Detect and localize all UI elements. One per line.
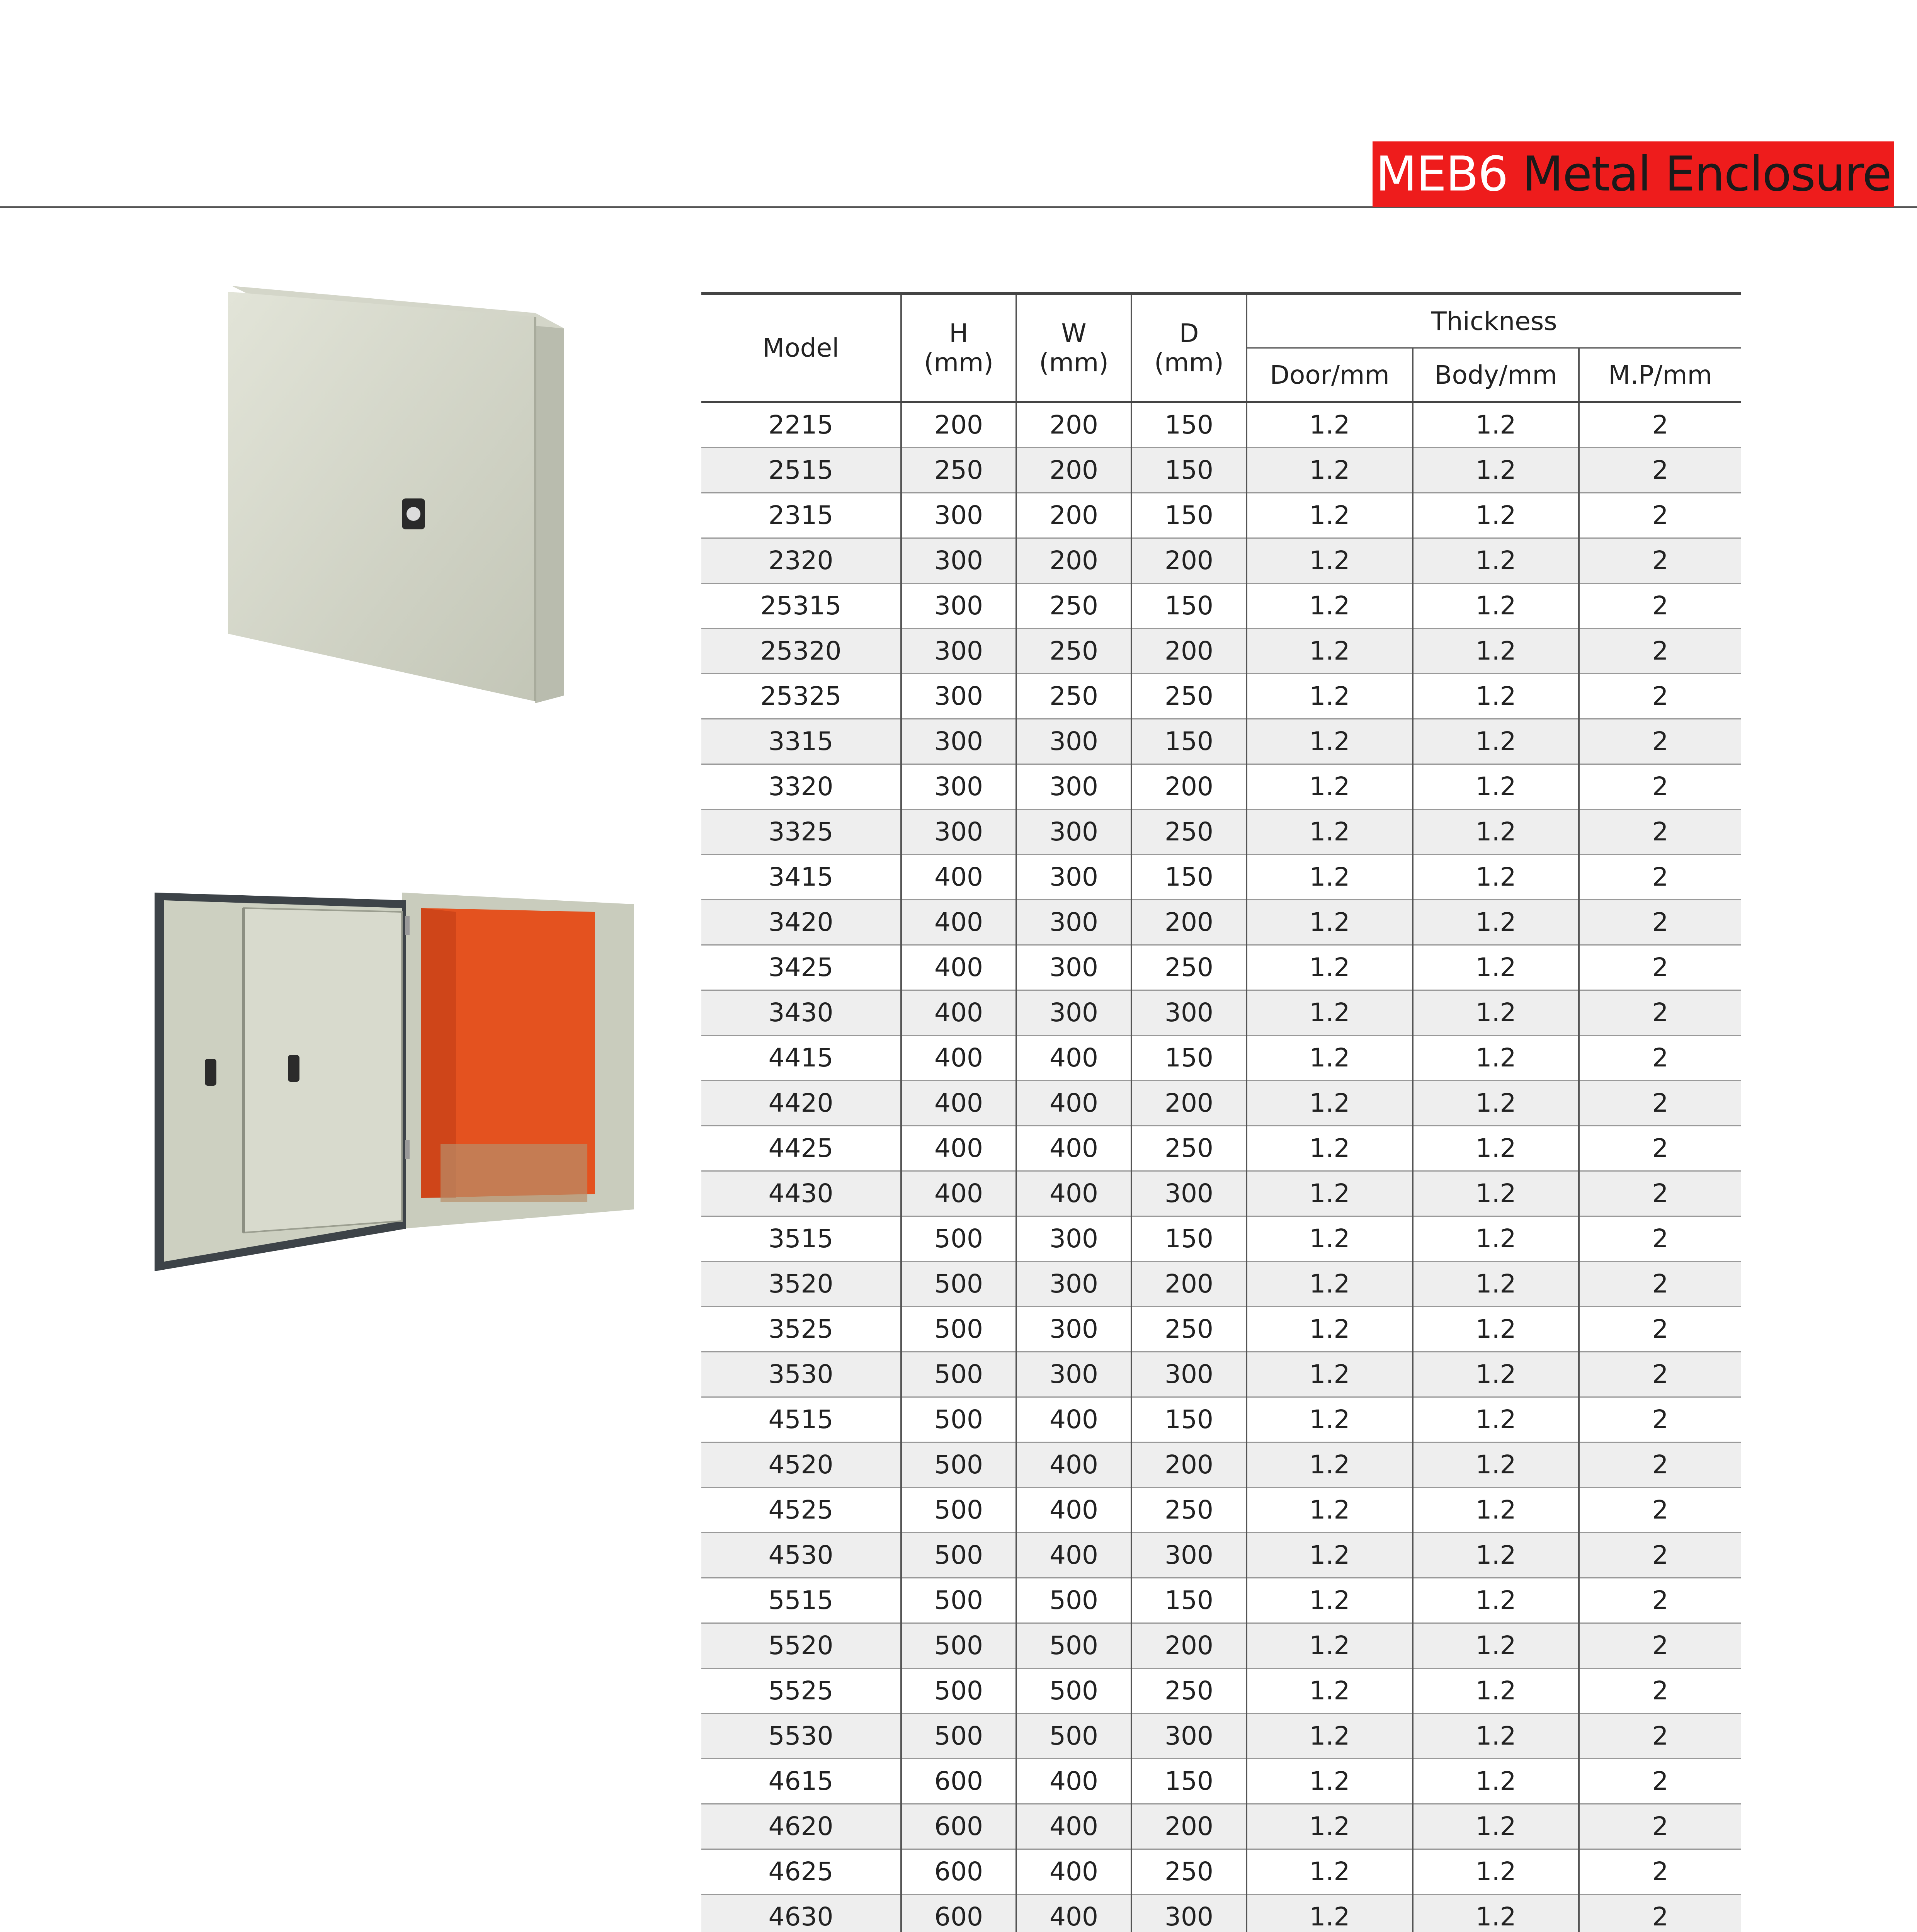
cell-mp: 2 [1579,1849,1741,1895]
cell-mp: 2 [1579,900,1741,945]
cell-door: 1.2 [1247,1081,1413,1126]
cell-w: 300 [1016,1352,1131,1397]
cell-door: 1.2 [1247,402,1413,448]
cell-w: 250 [1016,674,1131,719]
cell-w: 400 [1016,1126,1131,1171]
spec-table [701,292,1741,1932]
cell-w: 250 [1016,629,1131,674]
cell-mp: 2 [1579,629,1741,674]
cell-mp: 2 [1579,674,1741,719]
cell-model: 3415 [701,855,901,900]
cell-mp: 2 [1579,945,1741,990]
cell-h: 300 [901,674,1016,719]
cell-w: 300 [1016,810,1131,855]
cell-model: 5515 [701,1578,901,1623]
cell-door: 1.2 [1247,1397,1413,1442]
cell-h: 600 [901,1804,1016,1849]
cell-body: 1.2 [1413,1488,1579,1533]
cell-model: 2515 [701,448,901,493]
cell-h: 400 [901,1036,1016,1081]
cell-d: 200 [1131,629,1247,674]
table-row [701,538,1741,583]
cell-model: 4630 [701,1895,901,1932]
cell-model: 3525 [701,1307,901,1352]
cell-model: 5520 [701,1623,901,1668]
cell-w: 400 [1016,1849,1131,1895]
cell-mp: 2 [1579,1895,1741,1932]
cell-body: 1.2 [1413,945,1579,990]
title-model: MEB6 [1376,146,1508,202]
cell-w: 300 [1016,1307,1131,1352]
cell-h: 500 [901,1623,1016,1668]
cell-d: 150 [1131,1216,1247,1262]
cell-model: 3530 [701,1352,901,1397]
cell-h: 500 [901,1533,1016,1578]
cell-h: 500 [901,1397,1016,1442]
col-thickness: Thickness [1247,294,1741,348]
table-row [701,1759,1741,1804]
cell-d: 200 [1131,1804,1247,1849]
cell-d: 250 [1131,1307,1247,1352]
table-row [701,1081,1741,1126]
cell-w: 300 [1016,764,1131,810]
cell-h: 500 [901,1307,1016,1352]
cell-mp: 2 [1579,1262,1741,1307]
cell-door: 1.2 [1247,1352,1413,1397]
cell-mp: 2 [1579,1623,1741,1668]
cell-model: 3425 [701,945,901,990]
cell-h: 300 [901,764,1016,810]
cell-door: 1.2 [1247,629,1413,674]
cell-body: 1.2 [1413,1623,1579,1668]
table-row [701,1714,1741,1759]
cell-model: 5525 [701,1668,901,1714]
table-row [701,1533,1741,1578]
cell-body: 1.2 [1413,1036,1579,1081]
cell-door: 1.2 [1247,1307,1413,1352]
cell-h: 500 [901,1714,1016,1759]
cell-w: 400 [1016,1533,1131,1578]
cell-d: 300 [1131,1352,1247,1397]
cell-model: 25320 [701,629,901,674]
table-row [701,1623,1741,1668]
cell-body: 1.2 [1413,674,1579,719]
cell-body: 1.2 [1413,1171,1579,1216]
table-row [701,1397,1741,1442]
cell-body: 1.2 [1413,1578,1579,1623]
cell-model: 2215 [701,402,901,448]
cell-door: 1.2 [1247,1623,1413,1668]
cell-h: 500 [901,1262,1016,1307]
cell-h: 400 [901,990,1016,1036]
cell-model: 4620 [701,1804,901,1849]
cell-body: 1.2 [1413,1442,1579,1488]
cell-body: 1.2 [1413,1262,1579,1307]
cell-door: 1.2 [1247,1216,1413,1262]
cell-body: 1.2 [1413,1668,1579,1714]
table-row [701,493,1741,538]
table-row [701,945,1741,990]
cell-w: 300 [1016,990,1131,1036]
cell-body: 1.2 [1413,1307,1579,1352]
cell-model: 3515 [701,1216,901,1262]
cell-d: 300 [1131,1533,1247,1578]
col-door: Door/mm [1247,348,1413,402]
table-row [701,583,1741,629]
cell-body: 1.2 [1413,1759,1579,1804]
cell-mp: 2 [1579,1397,1741,1442]
cell-mp: 2 [1579,764,1741,810]
table-row [701,1262,1741,1307]
cell-body: 1.2 [1413,1352,1579,1397]
cell-d: 200 [1131,1081,1247,1126]
cell-door: 1.2 [1247,1759,1413,1804]
cell-h: 300 [901,810,1016,855]
cell-door: 1.2 [1247,538,1413,583]
cell-mp: 2 [1579,1352,1741,1397]
cell-w: 400 [1016,1081,1131,1126]
cell-door: 1.2 [1247,448,1413,493]
cell-door: 1.2 [1247,900,1413,945]
cell-door: 1.2 [1247,764,1413,810]
cell-d: 200 [1131,1442,1247,1488]
cell-door: 1.2 [1247,1126,1413,1171]
cell-d: 200 [1131,1623,1247,1668]
cell-d: 150 [1131,402,1247,448]
cell-mp: 2 [1579,1668,1741,1714]
table-row [701,448,1741,493]
cell-door: 1.2 [1247,674,1413,719]
cell-mp: 2 [1579,1126,1741,1171]
cell-d: 200 [1131,538,1247,583]
cell-model: 4425 [701,1126,901,1171]
cell-door: 1.2 [1247,1895,1413,1932]
cell-w: 200 [1016,402,1131,448]
cell-door: 1.2 [1247,1668,1413,1714]
col-w: W (mm) [1016,294,1131,402]
cell-model: 4615 [701,1759,901,1804]
cell-mp: 2 [1579,538,1741,583]
cell-model: 25325 [701,674,901,719]
table-row [701,900,1741,945]
table-row [701,1126,1741,1171]
handle-icon [205,1059,216,1086]
cell-h: 300 [901,719,1016,764]
cell-mp: 2 [1579,583,1741,629]
table-row [701,1036,1741,1081]
cell-mp: 2 [1579,448,1741,493]
table-row [701,1352,1741,1397]
table-row [701,1668,1741,1714]
cell-d: 150 [1131,1036,1247,1081]
cell-w: 400 [1016,1442,1131,1488]
cell-mp: 2 [1579,1216,1741,1262]
cell-w: 400 [1016,1397,1131,1442]
cell-body: 1.2 [1413,719,1579,764]
cell-mp: 2 [1579,719,1741,764]
cell-body: 1.2 [1413,1533,1579,1578]
cell-d: 150 [1131,448,1247,493]
cell-door: 1.2 [1247,1714,1413,1759]
cell-door: 1.2 [1247,1036,1413,1081]
cell-model: 3315 [701,719,901,764]
col-d: D (mm) [1131,294,1247,402]
cell-d: 150 [1131,855,1247,900]
cell-door: 1.2 [1247,719,1413,764]
cell-model: 4515 [701,1397,901,1442]
cell-mp: 2 [1579,1307,1741,1352]
cell-d: 200 [1131,900,1247,945]
cell-w: 200 [1016,448,1131,493]
cell-model: 4430 [701,1171,901,1216]
cell-h: 600 [901,1849,1016,1895]
cell-mp: 2 [1579,810,1741,855]
cell-body: 1.2 [1413,1397,1579,1442]
cell-w: 300 [1016,1262,1131,1307]
table-row [701,1171,1741,1216]
cell-model: 25315 [701,583,901,629]
cell-model: 4530 [701,1533,901,1578]
cell-d: 150 [1131,493,1247,538]
cell-h: 500 [901,1216,1016,1262]
cell-h: 300 [901,629,1016,674]
cell-mp: 2 [1579,1578,1741,1623]
cell-model: 3420 [701,900,901,945]
cell-h: 300 [901,583,1016,629]
cell-mp: 2 [1579,1442,1741,1488]
cell-door: 1.2 [1247,1533,1413,1578]
cell-body: 1.2 [1413,1081,1579,1126]
cell-d: 300 [1131,1714,1247,1759]
cell-mp: 2 [1579,1036,1741,1081]
table-row [701,990,1741,1036]
cell-mp: 2 [1579,1759,1741,1804]
cell-h: 500 [901,1488,1016,1533]
cell-w: 400 [1016,1171,1131,1216]
closed-enclosure-image [216,286,564,703]
table-row [701,1216,1741,1262]
cell-body: 1.2 [1413,1804,1579,1849]
col-model: Model [701,294,901,402]
page-title [1373,141,1894,207]
table-row [701,402,1741,448]
cell-mp: 2 [1579,1714,1741,1759]
cell-door: 1.2 [1247,1262,1413,1307]
cell-body: 1.2 [1413,629,1579,674]
cell-door: 1.2 [1247,855,1413,900]
cell-model: 4520 [701,1442,901,1488]
cell-d: 300 [1131,1895,1247,1932]
cell-mp: 2 [1579,402,1741,448]
cell-h: 600 [901,1759,1016,1804]
cell-mp: 2 [1579,990,1741,1036]
cell-d: 250 [1131,1849,1247,1895]
cell-w: 500 [1016,1578,1131,1623]
cell-h: 500 [901,1352,1016,1397]
cell-body: 1.2 [1413,990,1579,1036]
cell-w: 400 [1016,1759,1131,1804]
cell-mp: 2 [1579,493,1741,538]
cell-door: 1.2 [1247,990,1413,1036]
cell-door: 1.2 [1247,945,1413,990]
cell-mp: 2 [1579,1804,1741,1849]
cell-d: 250 [1131,1126,1247,1171]
cell-w: 250 [1016,583,1131,629]
cell-h: 300 [901,538,1016,583]
cell-body: 1.2 [1413,402,1579,448]
cell-h: 400 [901,1081,1016,1126]
cell-model: 3520 [701,1262,901,1307]
cell-d: 150 [1131,1759,1247,1804]
table-row [701,1442,1741,1488]
col-body: Body/mm [1413,348,1579,402]
cell-model: 2320 [701,538,901,583]
cell-w: 400 [1016,1488,1131,1533]
cell-d: 200 [1131,764,1247,810]
cell-body: 1.2 [1413,493,1579,538]
cell-door: 1.2 [1247,1578,1413,1623]
table-row [701,855,1741,900]
cell-body: 1.2 [1413,1126,1579,1171]
cell-h: 200 [901,402,1016,448]
cell-h: 500 [901,1578,1016,1623]
table-row [701,1804,1741,1849]
cell-d: 250 [1131,810,1247,855]
cell-w: 400 [1016,1895,1131,1932]
cell-model: 3430 [701,990,901,1036]
cell-mp: 2 [1579,1533,1741,1578]
cell-door: 1.2 [1247,1442,1413,1488]
cell-model: 5530 [701,1714,901,1759]
cell-model: 2315 [701,493,901,538]
cell-model: 4420 [701,1081,901,1126]
cell-door: 1.2 [1247,583,1413,629]
cell-w: 400 [1016,1036,1131,1081]
col-mp: M.P/mm [1579,348,1741,402]
table-row [701,719,1741,764]
cell-body: 1.2 [1413,448,1579,493]
cell-d: 250 [1131,674,1247,719]
cell-model: 3320 [701,764,901,810]
cell-h: 400 [901,900,1016,945]
col-h: H (mm) [901,294,1016,402]
table-row [701,1307,1741,1352]
table-row [701,764,1741,810]
table-row [701,629,1741,674]
table-row [701,1849,1741,1895]
cell-body: 1.2 [1413,1849,1579,1895]
cell-body: 1.2 [1413,583,1579,629]
open-enclosure-image [155,893,634,1271]
cell-d: 250 [1131,1668,1247,1714]
cell-d: 150 [1131,1578,1247,1623]
cell-w: 300 [1016,900,1131,945]
cell-d: 150 [1131,583,1247,629]
cell-w: 300 [1016,1216,1131,1262]
cell-d: 250 [1131,1488,1247,1533]
cell-body: 1.2 [1413,1714,1579,1759]
table-row [701,674,1741,719]
cell-w: 200 [1016,538,1131,583]
cell-mp: 2 [1579,1081,1741,1126]
cell-door: 1.2 [1247,1849,1413,1895]
cell-model: 3325 [701,810,901,855]
cell-door: 1.2 [1247,1171,1413,1216]
cell-h: 400 [901,945,1016,990]
cell-h: 500 [901,1442,1016,1488]
cell-body: 1.2 [1413,1216,1579,1262]
cell-body: 1.2 [1413,764,1579,810]
cell-model: 4525 [701,1488,901,1533]
cell-w: 400 [1016,1804,1131,1849]
cell-w: 500 [1016,1714,1131,1759]
cell-d: 300 [1131,1171,1247,1216]
cell-model: 4415 [701,1036,901,1081]
cell-model: 4625 [701,1849,901,1895]
cell-door: 1.2 [1247,810,1413,855]
cell-h: 400 [901,855,1016,900]
cell-body: 1.2 [1413,1895,1579,1932]
cell-door: 1.2 [1247,1488,1413,1533]
cell-d: 150 [1131,1397,1247,1442]
cell-w: 300 [1016,945,1131,990]
cell-h: 400 [901,1171,1016,1216]
cell-w: 200 [1016,493,1131,538]
cell-w: 500 [1016,1623,1131,1668]
cell-h: 250 [901,448,1016,493]
cell-d: 250 [1131,945,1247,990]
cell-door: 1.2 [1247,1804,1413,1849]
cell-d: 200 [1131,1262,1247,1307]
cell-body: 1.2 [1413,855,1579,900]
cell-mp: 2 [1579,1171,1741,1216]
cell-body: 1.2 [1413,538,1579,583]
cell-h: 400 [901,1126,1016,1171]
cell-d: 150 [1131,719,1247,764]
title-rest: Metal Enclosure [1522,146,1891,202]
cell-mp: 2 [1579,855,1741,900]
table-row [701,1578,1741,1623]
cell-body: 1.2 [1413,810,1579,855]
cell-body: 1.2 [1413,900,1579,945]
table-row [701,810,1741,855]
cell-h: 600 [901,1895,1016,1932]
cell-w: 500 [1016,1668,1131,1714]
cell-door: 1.2 [1247,493,1413,538]
cell-d: 300 [1131,990,1247,1036]
handle-icon [288,1055,299,1082]
cell-h: 300 [901,493,1016,538]
cell-w: 300 [1016,719,1131,764]
table-row [701,1895,1741,1932]
cell-mp: 2 [1579,1488,1741,1533]
table-row [701,1488,1741,1533]
cell-w: 300 [1016,855,1131,900]
cell-h: 500 [901,1668,1016,1714]
